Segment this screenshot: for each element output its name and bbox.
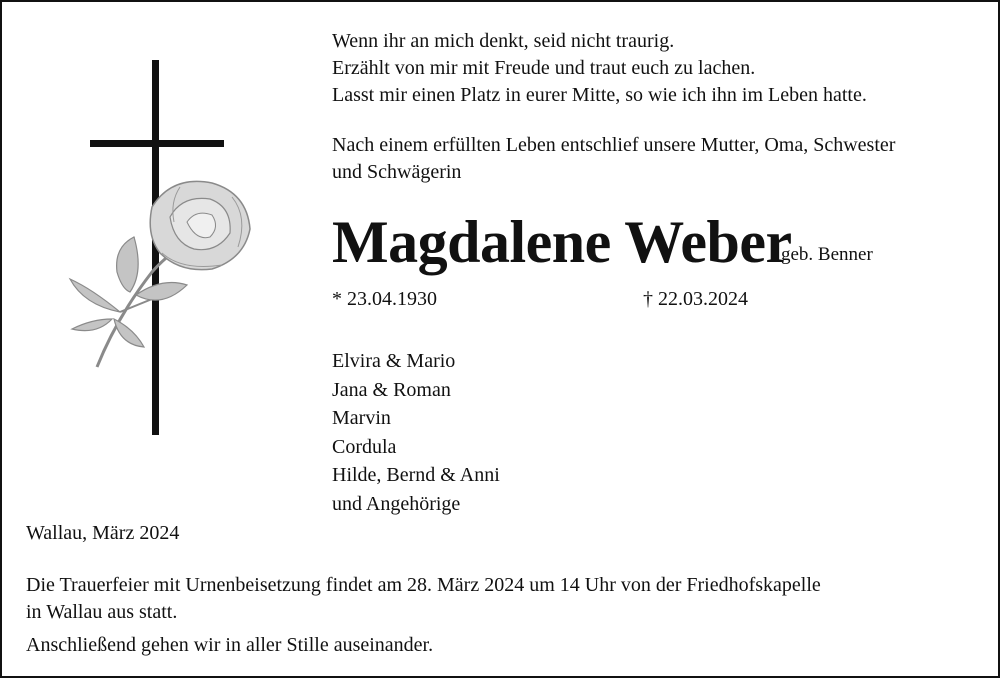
funeral-line: in Wallau aus statt. bbox=[26, 601, 178, 623]
funeral-notice bbox=[26, 572, 821, 626]
death-date: † 22.03.2024 bbox=[643, 288, 748, 310]
poem-line: Erzählt von mir mit Freude und traut euch zu lachen. bbox=[332, 57, 756, 79]
mourner-item: Cordula bbox=[332, 435, 397, 458]
rose-icon bbox=[70, 181, 250, 367]
deceased-name: Magdalene Weber bbox=[332, 209, 792, 275]
intro-line: und Schwägerin bbox=[332, 161, 462, 183]
poem-line: Wenn ihr an mich denkt, seid nicht traurig. bbox=[332, 30, 675, 52]
mourner-item: Hilde, Bernd & Anni bbox=[332, 464, 500, 487]
intro-line: Nach einem erfüllten Leben entschlief unsere Mutter, Oma, Schwester bbox=[332, 134, 896, 156]
mourner-item: und Angehörige bbox=[332, 492, 461, 515]
poem bbox=[332, 28, 867, 109]
closing-note: Anschließend gehen wir in aller Stille auseinander. bbox=[26, 634, 434, 656]
mourners-list bbox=[332, 347, 500, 519]
mourner-item: Elvira & Mario bbox=[332, 350, 456, 372]
birth-date: * 23.04.1930 bbox=[332, 288, 437, 310]
funeral-line: Die Trauerfeier mit Urnenbeisetzung findet am 28. März 2024 um 14 Uhr von der Friedhofskapelle bbox=[26, 574, 821, 596]
cross-with-rose-icon bbox=[62, 57, 262, 442]
mourner-item: Marvin bbox=[332, 407, 391, 430]
poem-line: Lasst mir einen Platz in eurer Mitte, so wie ich ihn im Leben hatte. bbox=[332, 84, 867, 106]
intro-text bbox=[332, 132, 895, 186]
place-date: Wallau, März 2024 bbox=[26, 522, 180, 544]
mourner-item: Jana & Roman bbox=[332, 378, 451, 401]
maiden-name: geb. Benner bbox=[781, 244, 873, 265]
